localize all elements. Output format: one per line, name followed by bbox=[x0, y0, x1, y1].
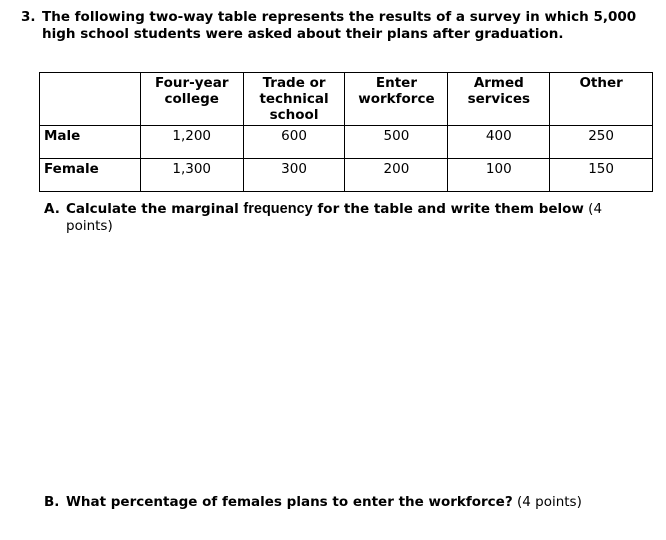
cell-male-other: 250 bbox=[550, 126, 653, 159]
cell-female-armed: 100 bbox=[448, 159, 550, 192]
header-cell-trade-school: Trade or technical school bbox=[243, 73, 345, 126]
header-cell-enter-workforce: Enter workforce bbox=[345, 73, 448, 126]
part-a-points: (4 points) bbox=[66, 201, 603, 234]
part-b-letter: B. bbox=[44, 494, 60, 510]
row-label-female: Female bbox=[40, 159, 141, 192]
part-a-letter: A. bbox=[44, 201, 60, 217]
part-a-text-after: for the table and write them below bbox=[312, 201, 584, 217]
table-row-female bbox=[40, 159, 653, 192]
part-a bbox=[44, 201, 624, 235]
part-a-emphasis: frequency bbox=[243, 201, 313, 217]
header-cell-armed-services: Armed services bbox=[448, 73, 550, 126]
row-label-male: Male bbox=[40, 126, 141, 159]
cell-male-armed: 400 bbox=[448, 126, 550, 159]
part-a-text-before: Calculate the marginal bbox=[66, 201, 244, 217]
cell-male-trade: 600 bbox=[243, 126, 345, 159]
question-number: 3. bbox=[21, 9, 36, 25]
cell-female-other: 150 bbox=[550, 159, 653, 192]
header-cell-empty bbox=[40, 73, 141, 126]
cell-female-four-year: 1,300 bbox=[140, 159, 243, 192]
table-row-male bbox=[40, 126, 653, 159]
part-b-points: (4 points) bbox=[512, 494, 582, 510]
cell-female-workforce: 200 bbox=[345, 159, 448, 192]
part-a-prompt bbox=[66, 201, 624, 235]
header-cell-other: Other bbox=[550, 73, 653, 126]
cell-female-trade: 300 bbox=[243, 159, 345, 192]
cell-male-four-year: 1,200 bbox=[140, 126, 243, 159]
question-3 bbox=[21, 9, 651, 43]
part-b bbox=[44, 494, 624, 511]
table-header-row bbox=[40, 73, 653, 126]
question-text: The following two-way table represents the results of a survey in which 5,000 high school students were asked about their plans after graduation. bbox=[42, 9, 637, 42]
part-b-text: What percentage of females plans to enter the workforce? bbox=[66, 494, 513, 510]
header-cell-four-year-college: Four-year college bbox=[140, 73, 243, 126]
survey-table bbox=[39, 72, 653, 192]
cell-male-workforce: 500 bbox=[345, 126, 448, 159]
part-b-prompt bbox=[66, 494, 624, 511]
